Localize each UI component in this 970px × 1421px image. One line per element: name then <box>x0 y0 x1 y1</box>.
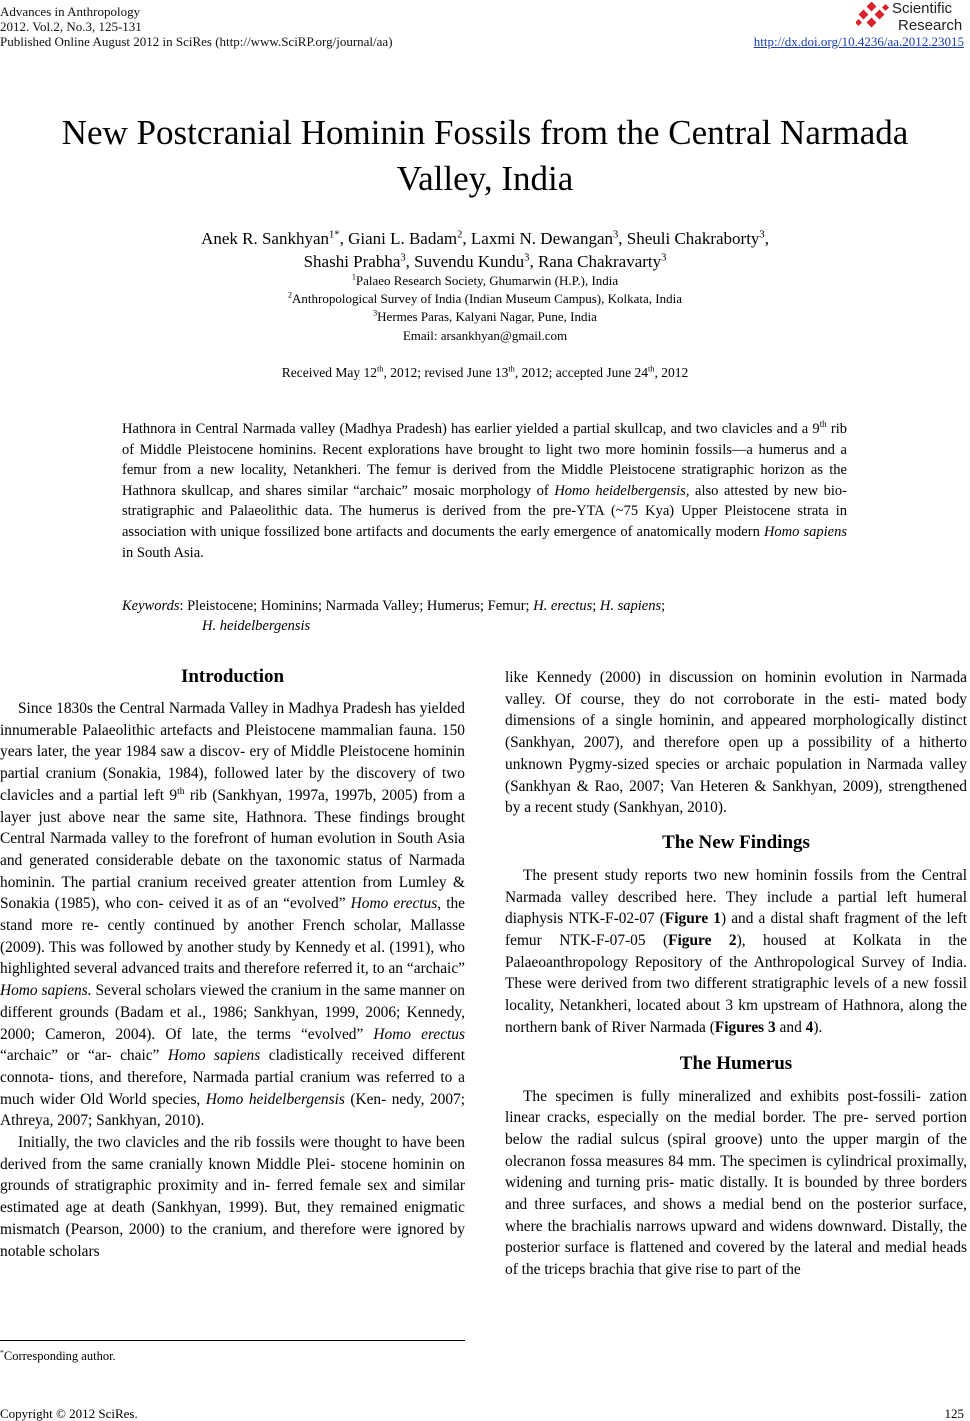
footnote: *Corresponding author. <box>0 1347 116 1363</box>
intro-paragraph-2: Initially, the two clavicles and the rib fossils were thought to have been derived from the same cranially known Middle Plei- stocene hominin on grounds of stratigraphic proximity and in- ferred female sex and similar estimated age at death (Sankhyan, 1999). But, they remained enigmatic mismatch (Pearson, 2000) to the cranium, and therefore were ignored by notable scholars <box>0 1134 465 1260</box>
section-heading-humerus: The Humerus <box>679 1052 793 1074</box>
section-heading-new-findings: The New Findings <box>662 831 810 853</box>
authors-line-1: Anek R. Sankhyan$^{1*}$, Giani L. Badam$^2$, Laxmi N. Dewangan$^3$, Sheuli Chakraborty$^3$, <box>201 229 769 248</box>
received-dates: Received May 12th, 2012; revised June 13th, 2012; accepted June 24th, 2012 <box>281 364 689 380</box>
left-column <box>0 665 465 1262</box>
copyright: Copyright © 2012 SciRes. <box>0 1406 138 1421</box>
paper-title: New Postcranial Hominin Fossils from the Central Narmada Valley, India <box>61 113 909 198</box>
doi-link[interactable]: http://dx.doi.org/10.4236/aa.2012.23015 <box>753 34 964 49</box>
journal-name: Advances in Anthropology <box>0 4 141 19</box>
abstract: Hathnora in Central Narmada valley (Madhya Pradesh) has earlier yielded a partial skullcap, and two clavicles and a 9th rib of Middle Pleistocene hominins. Recent explorations have brought to light two more hominin fossils—a humerus and a femur from a new locality, Netankheri. The femur is derived from the Middle Pleistocene stratigraphic horizon as the Hathnora skullcap, and shares similar “archaic” mosaic morphology of Homo heidelbergensis, also attested by new bio-stratigraphic and Palaeolithic data. The humerus is derived from the pre-YTA (~75 Kya) Upper Pleistocene strata in association with unique fossilized bone artifacts and documents the early emergence of anatomically modern Homo sapiens in South Asia. <box>122 419 847 561</box>
affiliation-3: $^3$Hermes Paras, Kalyani Nagar, Pune, India <box>373 308 597 324</box>
affiliation-2: $^2$Anthropological Survey of India (Indian Museum Campus), Kolkata, India <box>288 290 682 306</box>
author-email[interactable]: Email: arsankhyan@gmail.com <box>402 328 568 343</box>
affiliation-1: $^1$Palaeo Research Society, Ghumarwin (H.P.), India <box>351 272 619 288</box>
keywords: Keywords: Pleistocene; Hominins; Narmada Valley; Humerus; Femur; H. erectus; H. sapiens; H. heidelbergensis <box>122 598 666 634</box>
publication-info: Published Online August 2012 in SciRes (http://www.SciRP.org/journal/aa) <box>0 34 393 49</box>
page-number: 125 <box>944 1406 964 1421</box>
humerus-paragraph: The specimen is fully mineralized and exhibits post-fossili- zation linear cracks, especially on the medial border. The pre- served portion below the radial sulcus (spiral groove) unto the upper margin of the olecranon fossa measures 84 mm. The specimen is cylindrical proximally, widening and turning pris- matic distally. It is bounded by three borders and three surfaces, and shows a medial bend on the posterior surface, where the brachialis narrows upward and widens downward. Distally, the posterior surface is flattened and covered by the lateral and medial heads of the triceps brachia that give rise to part of the <box>505 1087 967 1279</box>
right-column <box>505 667 967 1281</box>
intro-paragraph-1: Since 1830s the Central Narmada Valley in Madhya Pradesh has yielded innumerable Palaeolithic artefacts and Pleistocene mammalian fauna. 150 years later, the year 1984 saw a discov- ery of Middle Pleistocene hominin partial cranium (Sonakia, 1984), followed later by the discovery of two clavicles and a partial left 9th rib (Sankhyan, 1997a, 1997b, 2005) from a layer just above near the same site, Hathnora. These findings brought Central Narmada valley to the forefront of human evolution in South Asia and generated considerable debate on the taxonomic status of Narmada hominin. The partial cranium received greater attention from Lumley & Sonakia (1985), who con- ceived it as of an “evolved” Homo erectus, the stand more re- cently continued by another French scholar, Mallasse (2009). This was followed by another study by Kennedy et al. (1991), who highlighted several advanced traits and therefore referred it, to an “archaic” Homo sapiens. Several scholars viewed the cranium in the same manner on different grounds (Badam et al., 1986; Sankhyan, 1999, 2006; Kennedy, 2000; Cameron, 2004). Of late, the terms “evolved” Homo erectus “archaic” or “ar- chaic” Homo sapiens cladistically received different connota- tions, and therefore, Narmada partial cranium was referred to a much wider Old World species, Homo heidelbergensis (Ken- nedy, 2007; Athreya, 2007; Sankhyan, 2010). <box>0 700 466 1130</box>
authors-line-2: Shashi Prabha$^3$, Suvendu Kundu$^3$, Rana Chakravarty$^3$ <box>303 252 667 271</box>
logo-text: Scientific Research <box>892 0 963 34</box>
logo-mark-icon <box>856 2 890 36</box>
footnote-rule <box>0 1340 465 1341</box>
section-heading-introduction: Introduction <box>180 666 285 687</box>
findings-paragraph: The present study reports two new hominin fossils from the Central Narmada valley described here. They include a partial left humeral diaphysis NTK-F-02-07 (Figure 1) and a distal shaft fragment of the left femur NTK-F-07-05 (Figure 2), housed at Kolkata in the Palaeoanthropology Repository of the Anthropological Survey of India. These were derived from two different stratigraphic levels of a new fossil locality, Netankheri, located about 3 km upstream of Hathnora, along the northern bank of River Narmada (Figures 3 and 4). <box>505 866 968 1036</box>
volume-info: 2012. Vol.2, No.3, 125-131 <box>0 19 142 34</box>
intro-paragraph-3: like Kennedy (2000) in discussion on hominin evolution in Narmada valley. Of course, they do not corroborate in the esti- mated body dimensions of a single hominin, and appeared morphologically distinct (Sankhyan, 2007), and therefore open up a possibility of a hitherto unknown Pygmy-sized species or archaic population in Narmada valley (Sankhyan & Rao, 2007; Van Heteren & Sankhyan, 2009), strengthened by a recent study (Sankhyan, 2010). <box>505 669 967 817</box>
scientific-research-logo <box>856 0 964 40</box>
